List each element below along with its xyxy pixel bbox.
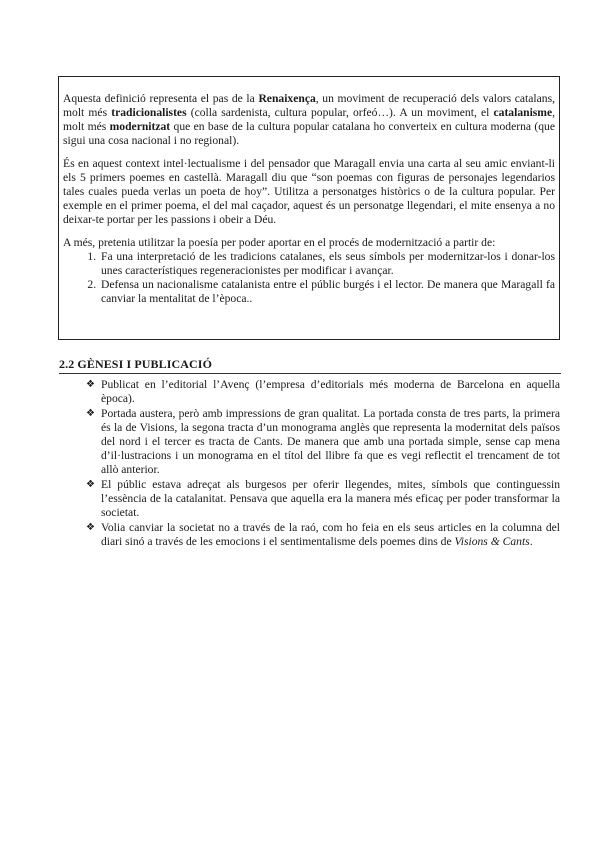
paragraph-intro-list: A més, pretenia utilitzar la poesía per poder aportar en el procés de modernització a partir de:	[63, 236, 496, 249]
bullet-text-end: .	[529, 535, 533, 548]
bold-term: Renaixença	[258, 92, 316, 105]
list-item	[86, 378, 560, 406]
list-item	[86, 521, 560, 549]
text-span: (colla sardenista, cultura popular, orfeó…). A un moviment, el	[186, 106, 494, 119]
bold-term: catalanisme	[493, 106, 553, 119]
boxed-text	[58, 76, 560, 340]
bullet-text: Portada austera, però amb impressions de gran qualitat. La portada consta de tres parts, la primera és la de Visions, la segona tracta d’un monograma anglès que representa la modernitat dels països del nord i el tercer es tracta de Cants. De manera que amb una portada simple, sense cap mena d’il·lustracions i un monograma en el títol del llibre fa que es vegi reflectit el trencament de tot allò anterior.	[101, 407, 560, 476]
heading-underline	[59, 373, 561, 374]
list-item: 2. Defensa un nacionalisme catalanista entre el públic burgés i el lector. De manera que Maragall fa canviar la mentalitat de l’època..	[99, 278, 555, 306]
text-span: , un moviment de recuperació dels valors catalans, molt més	[63, 92, 555, 119]
bold-term: tradicionalistes	[111, 106, 187, 119]
paragraph-context: És en aquest context intel·lectualisme i del pensador que Maragall envia una carta al seu amic enviant-li els 5 primers poemes en castellà. Maragall diu que “son poemas con figuras de personajes legendarios tales cuales pueda verlas un poeta de hoy”. Utilitza a personatges històrics o de la cultura popular. Per exemple en el primer poema, el del mal caçador, aquest és un personatge llegendari, el mite ensenya a no deixar-te portar per les passions i obeir a Déu.	[63, 157, 555, 226]
bullet-text: Volia canviar la societat no a través de la raó, com ho feia en els seus articles en la columna del diari sinó a través de les emocions i el sentimentalisme dels poemes dins de	[101, 521, 560, 548]
book-title: Visions & Cants	[454, 535, 530, 548]
diamond-bullet-icon: ❖	[86, 379, 95, 390]
text-span: Aquesta definició representa el pas de la	[63, 92, 259, 105]
bullet-text: Publicat en l’editorial l’Avenç (l’empresa d’editorials més moderna de Barcelona en aquella època).	[101, 378, 560, 405]
list-item	[86, 478, 560, 520]
text-span: que en base de la cultura popular catalana ho converteix en cultura moderna (que sigui una cosa nacional i no regional).	[63, 120, 556, 147]
numbered-list	[63, 250, 555, 306]
list-item: 1. Fa una interpretació de les tradicions catalanes, els seus símbols per modernitzar-los i donar-los unes característiques regeneracionistes per modificar i avançar.	[99, 250, 555, 278]
diamond-bullet-icon: ❖	[86, 522, 95, 533]
section-heading: 2.2 GÈNESI I PUBLICACIÓ	[59, 357, 212, 371]
bold-term: modernitzat	[109, 120, 171, 133]
paragraph-renaixenca	[63, 92, 555, 148]
diamond-bullet-icon: ❖	[86, 408, 95, 419]
diamond-bullet-icon: ❖	[86, 479, 95, 490]
bullet-text: El públic estava adreçat als burgesos per oferir llegendes, mites, símbols que continguessin l’essència de la catalanitat. Pensava que aquella era la manera més eficaç per poder transformar la societat.	[101, 478, 560, 519]
text-span: , molt més	[63, 106, 556, 133]
list-item	[86, 407, 560, 477]
bullet-list	[86, 378, 560, 550]
